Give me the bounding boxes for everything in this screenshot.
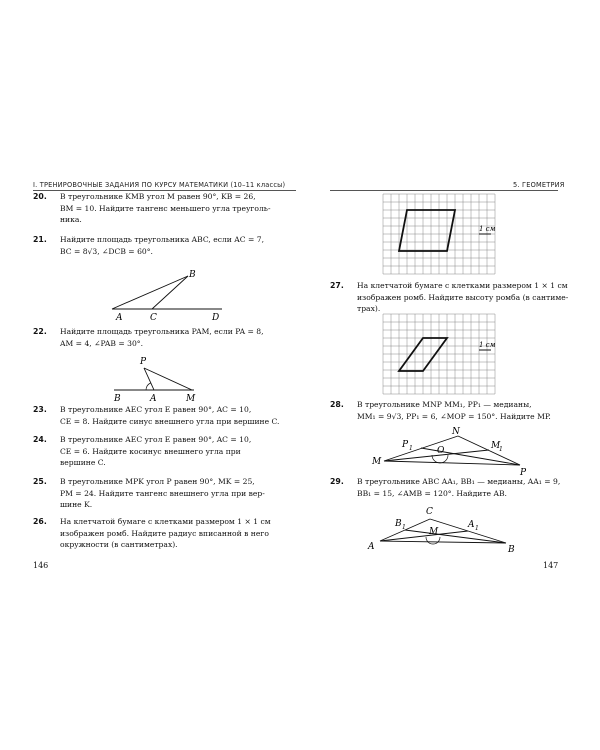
figure-27-grid-rhombus (383, 314, 503, 396)
vertex-label-b1-sub: 1 (402, 524, 406, 531)
vertex-label-a: A (150, 394, 157, 404)
problem-number: 20. (33, 192, 47, 201)
figure-22-triangle (112, 356, 222, 406)
problem-20 (33, 191, 271, 225)
problem-text: трах). (357, 304, 381, 314)
problem-text: MM₁ = 9√3, PP₁ = 6, ∠MOP = 150°. Найдите MP. (357, 411, 551, 421)
vertex-label-a1: A (468, 520, 475, 530)
page-number-left: 146 (33, 561, 49, 570)
vertex-label-a: A (116, 313, 123, 323)
scale-label: 1 см (479, 225, 496, 233)
problem-26 (33, 516, 271, 550)
problem-text: PM = 24. Найдите тангенс внешнего угла при вер- (60, 488, 265, 498)
running-header-left: I. ТРЕНИРОВОЧНЫЕ ЗАДАНИЯ ПО КУРСУ МАТЕМАТИКИ (10–11 классы) (33, 181, 286, 189)
problem-text: Найдите площадь треугольника ABC, если AC = 7, (60, 235, 265, 244)
problem-22 (33, 326, 264, 348)
problem-number: 25. (33, 477, 47, 486)
grid (383, 314, 495, 394)
problem-number: 22. (33, 327, 47, 336)
vertex-label-a1-sub: 1 (475, 525, 479, 532)
header-rule-right (330, 190, 558, 191)
problem-25 (33, 476, 265, 510)
vertex-label-m1-sub: 1 (499, 446, 503, 453)
problem-text: В треугольнике KMB угол M равен 90°, KB = 26, (60, 192, 256, 201)
problem-text: BB₁ = 15, ∠AMB = 120°. Найдите AB. (357, 488, 507, 498)
problem-text: CE = 8. Найдите синус внешнего угла при вершине C. (60, 416, 280, 426)
problem-text: CE = 6. Найдите косинус внешнего угла при (60, 446, 241, 456)
problem-number: 28. (330, 400, 344, 409)
vertex-label-m: M (186, 394, 196, 404)
problem-number: 23. (33, 405, 47, 414)
vertex-label-a: A (368, 542, 375, 552)
problem-text: На клетчатой бумаге с клетками размером 1 × 1 см (60, 517, 271, 526)
problem-text: AM = 4, ∠PAB = 30°. (60, 338, 144, 348)
problem-27 (330, 280, 569, 314)
rhombus (399, 210, 455, 251)
problem-text: шине K. (60, 500, 93, 510)
problem-number: 26. (33, 517, 47, 526)
problem-number: 21. (33, 235, 47, 244)
figure-28-medians (370, 428, 540, 478)
problem-23 (33, 404, 280, 426)
problem-text: В треугольнике MNP MM₁, PP₁ — медианы, (357, 400, 532, 409)
problem-number: 24. (33, 435, 47, 444)
figure-21-triangle (108, 268, 228, 323)
problem-number: 27. (330, 281, 344, 290)
problem-28 (330, 399, 551, 421)
running-header-right: 5. ГЕОМЕТРИЯ (513, 181, 565, 189)
problem-text: В треугольнике ABC AA₁, BB₁ — медианы, AA₁ = 9, (357, 477, 561, 486)
vertex-label-c: C (150, 313, 157, 323)
vertex-label-n: N (452, 427, 460, 437)
vertex-label-p: P (140, 357, 147, 367)
vertex-label-m: M (372, 457, 382, 467)
vertex-label-m1: M (491, 441, 501, 451)
problem-text: Найдите площадь треугольника PAM, если PA = 8, (60, 327, 264, 336)
vertex-label-b: B (189, 270, 196, 280)
vertex-label-m: M (429, 527, 439, 537)
vertex-label-p1: P (402, 440, 409, 450)
problem-text: На клетчатой бумаге с клетками размером 1 × 1 см (357, 281, 568, 290)
problem-text: В треугольнике AEC угол E равен 90°, AC = 10, (60, 405, 252, 414)
problem-text: изображен ромб. Найдите радиус вписанной в него (60, 528, 269, 538)
scale-label: 1 см (479, 341, 496, 349)
problem-text: BM = 10. Найдите тангенс меньшего угла треуголь- (60, 203, 271, 213)
problem-text: ника. (60, 215, 82, 225)
problem-text: вершине C. (60, 458, 106, 468)
vertex-label-p1-sub: 1 (409, 445, 413, 452)
figure-29-medians (366, 506, 526, 556)
problem-24 (33, 434, 252, 468)
vertex-label-d: D (212, 313, 220, 323)
problem-number: 29. (330, 477, 344, 486)
problem-text: В треугольнике MPK угол P равен 90°, MK = 25, (60, 477, 255, 486)
figure-26-grid-rhombus (383, 194, 503, 276)
problem-text: окружности (в сантиметрах). (60, 540, 178, 550)
vertex-label-b1: B (395, 519, 402, 529)
vertex-label-b: B (114, 394, 121, 404)
problem-text: В треугольнике AEC угол E равен 90°, AC = 10, (60, 435, 252, 444)
problem-text: BC = 8√3, ∠DCB = 60°. (60, 246, 153, 256)
problem-29 (330, 476, 561, 498)
grid (383, 194, 495, 274)
vertex-label-p: P (520, 468, 527, 478)
problem-21 (33, 234, 265, 256)
page-number-right: 147 (543, 561, 559, 570)
vertex-label-b: B (508, 545, 515, 555)
vertex-label-o: O (437, 446, 445, 456)
vertex-label-c: C (426, 507, 433, 517)
problem-text: изображен ромб. Найдите высоту ромба (в сантиме- (357, 292, 569, 302)
